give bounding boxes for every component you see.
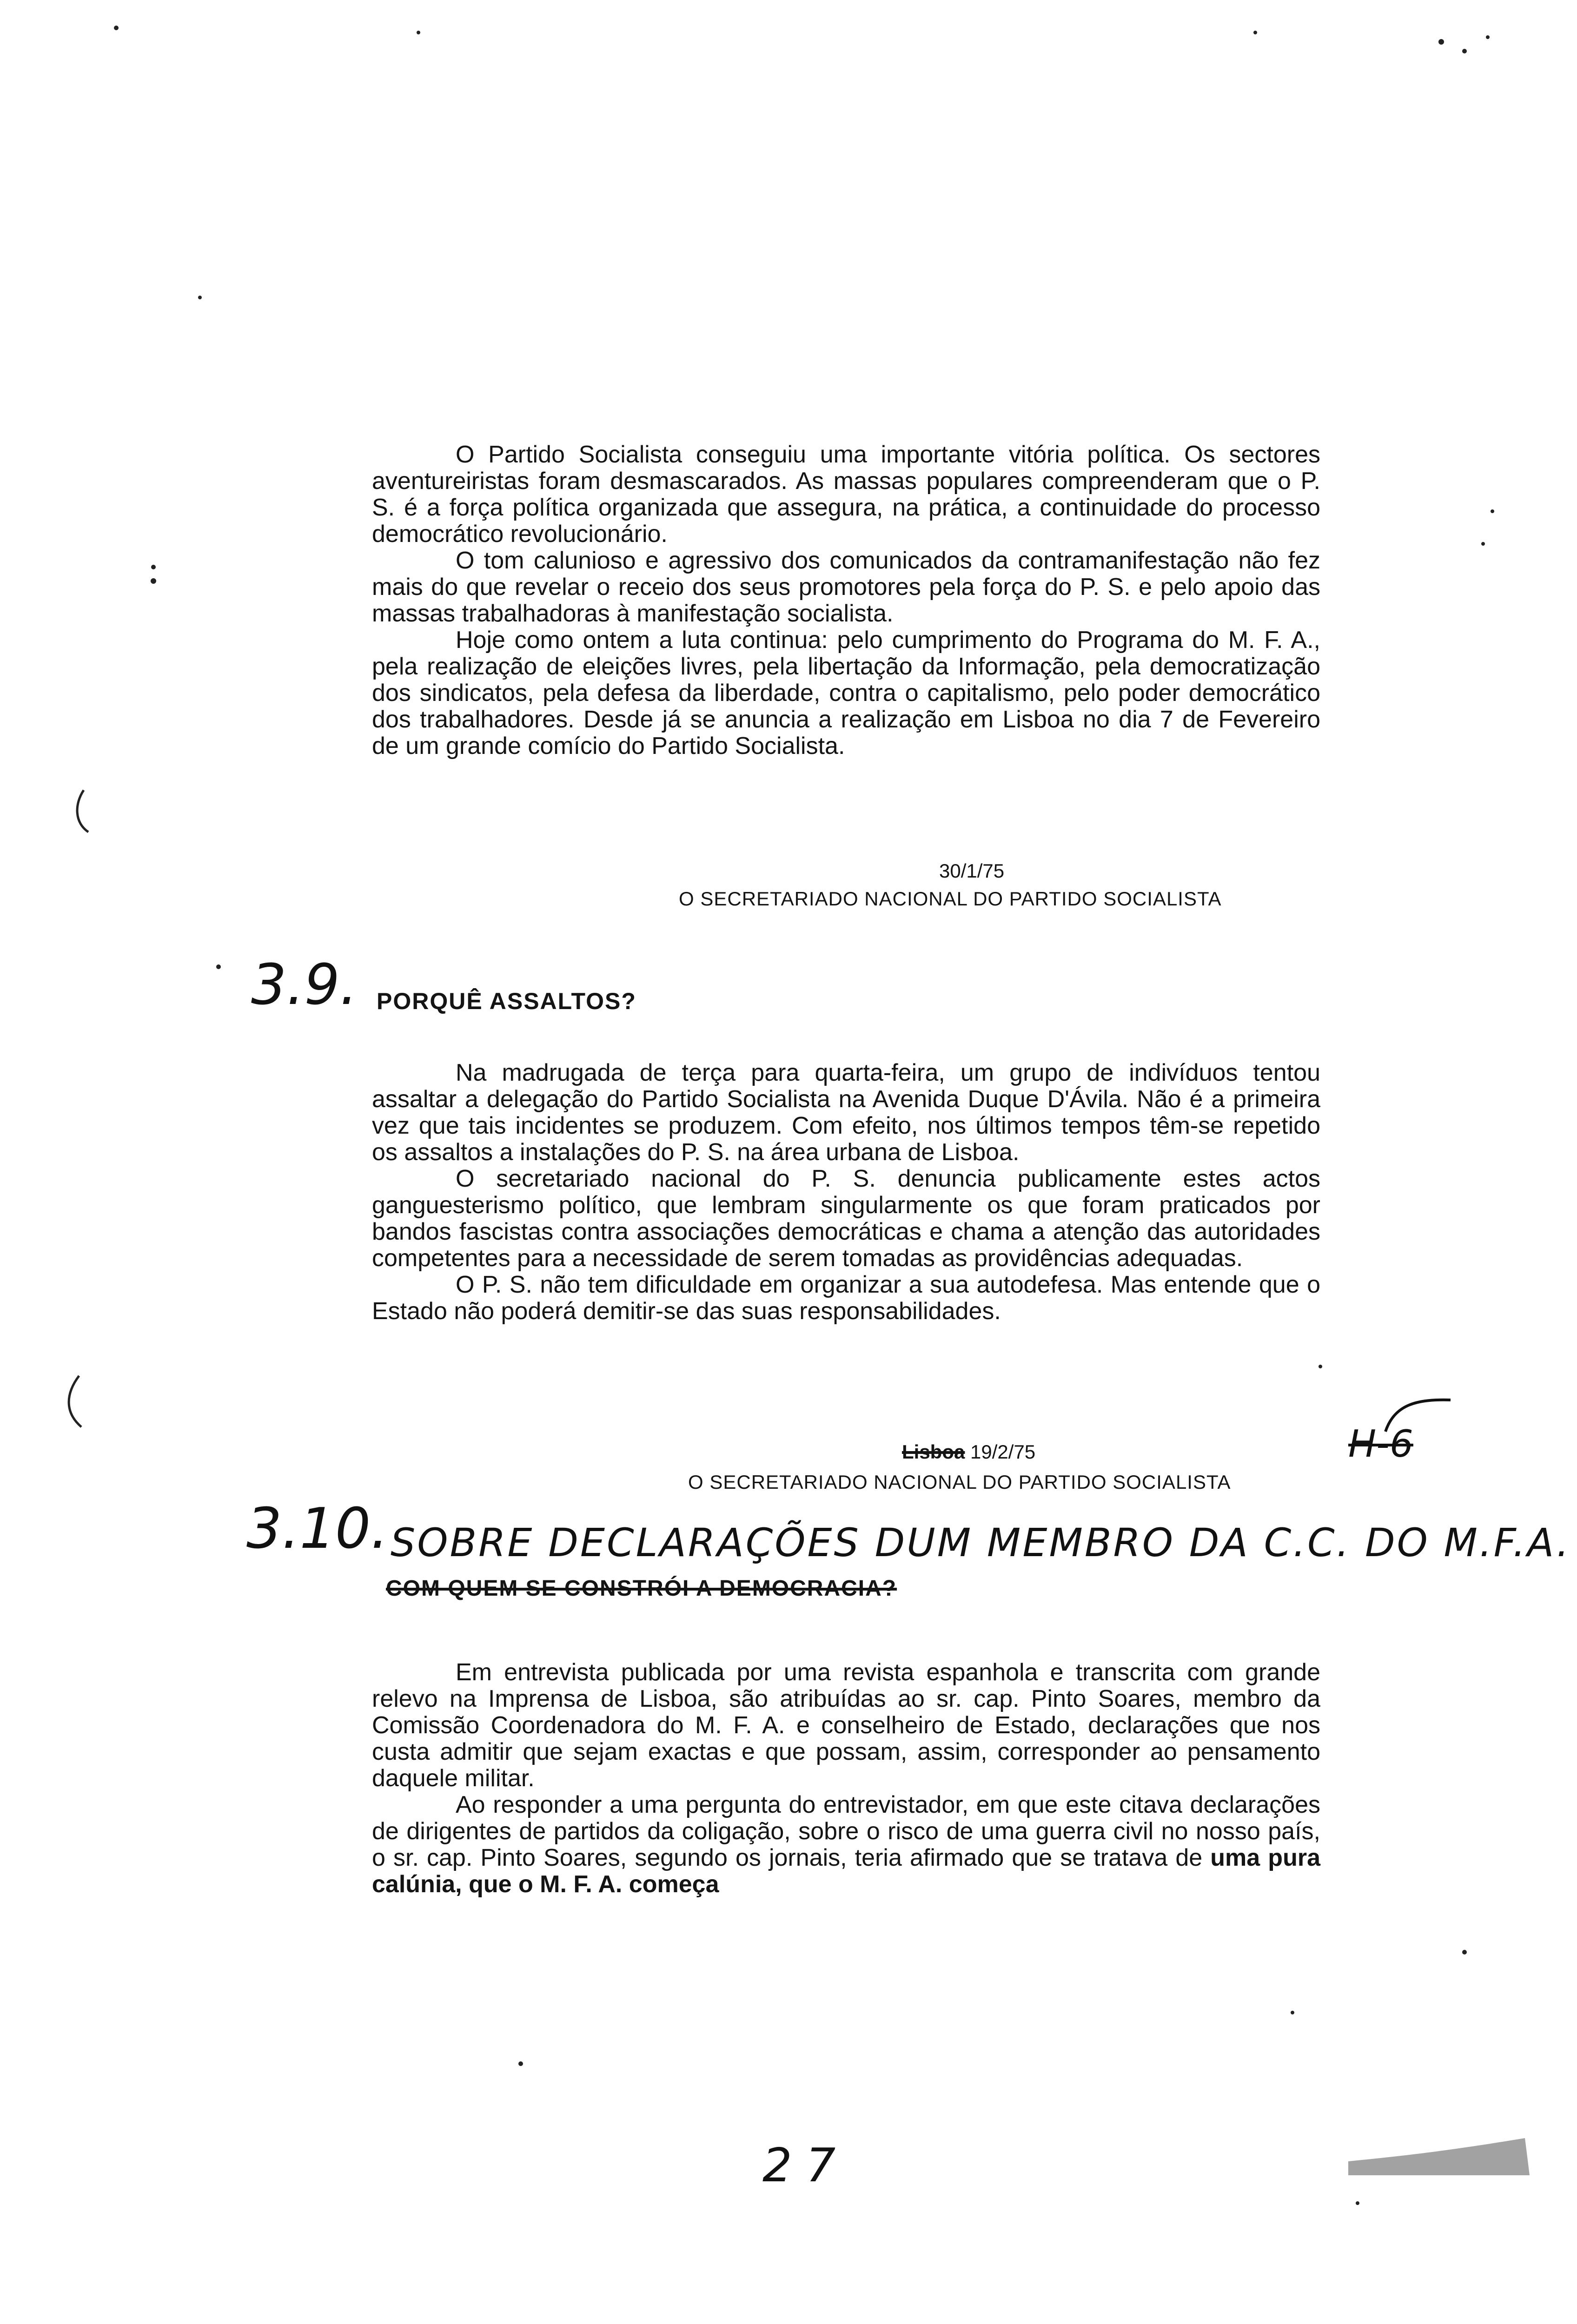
- heading-porque-assaltos: PORQUÊ ASSALTOS?: [377, 988, 636, 1014]
- section-number-3-10: 3.10.: [246, 1497, 389, 1561]
- section-number-3-9: 3.9.: [251, 953, 358, 1017]
- paragraph: O P. S. não tem dificuldade em organizar a sua autodefesa. Mas entende que o Estado não poderá demitir-se das suas responsabilidades.: [372, 1271, 1320, 1325]
- section-a-text: [372, 442, 1320, 759]
- paragraph: Em entrevista publicada por uma revista espanhola e transcrita com grande relevo na Imprensa de Lisboa, são atribuídas ao sr. cap. Pinto Soares, membro da Comissão Coordenadora do M. F. A. e conselheiro de Estado, declarações que nos custa admitir que sejam exactas e que possam, assim, corresponder ao pensamento daquele militar.: [372, 1659, 1320, 1792]
- paragraph: Ao responder a uma pergunta do entrevistador, em que este citava declarações de dirigentes de partidos da coligação, sobre o risco de uma guerra civil no nosso país, o sr. cap. Pinto Soares, segundo os jornais, teria afirmado que se tratava de uma pura calúnia, que o M. F. A. começa: [372, 1791, 1320, 1898]
- date-value: 19/2/75: [970, 1441, 1036, 1463]
- margin-note-stroke: [1376, 1394, 1469, 1450]
- paragraph: O Partido Socialista conseguiu uma importante vitória política. Os sectores aventureiristas foram desmascarados. As massas populares compreenderam que o P. S. é a força política organizada que assegura, na prática, a continuidade do processo democrático revolucionário.: [372, 441, 1320, 548]
- paragraph: O tom calunioso e agressivo dos comunicados da contramanifestação não fez mais do que revelar o receio dos seus promotores pela força do P. S. e pelo apoio das massas trabalhadoras à manifestação socialista.: [372, 547, 1320, 627]
- section-c-text: [372, 1659, 1320, 1898]
- signature-a: O SECRETARIADO NACIONAL DO PARTIDO SOCIALISTA: [679, 888, 1222, 910]
- signature-b: O SECRETARIADO NACIONAL DO PARTIDO SOCIALISTA: [688, 1471, 1231, 1493]
- date-b: [902, 1441, 1035, 1463]
- struck-heading: COM QUEM SE CONSTRÓI A DEMOCRACIA?: [386, 1576, 897, 1601]
- paragraph: O secretariado nacional do P. S. denuncia publicamente estes actos ganguesterismo político, que lembram singularmente os que foram praticados por bandos fascistas contra associações democráticas e chama a atenção das autoridades competentes para a necessidade de serem tomadas as providências adequadas.: [372, 1165, 1320, 1272]
- struck-place: Lisboa: [902, 1441, 965, 1463]
- margin-note: H-6: [1348, 1422, 1413, 1466]
- handwritten-title: SOBRE DECLARAÇÕES DUM MEMBRO DA C.C. DO M.F.A.: [391, 1520, 1571, 1565]
- date-a: 30/1/75: [939, 860, 1005, 882]
- paragraph: Na madrugada de terça para quarta-feira, um grupo de indivíduos tentou assaltar a delegação do Partido Socialista na Avenida Duque D'Ávila. Não é a primeira vez que tais incidentes se produzem. Com efeito, nos últimos tempos têm-se repetido os assaltos a instalações do P. S. na área urbana de Lisboa.: [372, 1059, 1320, 1166]
- section-b-text: [372, 1060, 1320, 1325]
- paragraph: Hoje como ontem a luta continua: pelo cumprimento do Programa do M. F. A., pela realização de eleições livres, pela libertação da Informação, pela democratização dos sindicatos, pela defesa da liberdade, contra o capitalismo, pelo poder democrático dos trabalhadores. Desde já se anuncia a realização em Lisboa no dia 7 de Fevereiro de um grande comício do Partido Socialista.: [372, 627, 1320, 759]
- page-number: 27: [762, 2138, 850, 2192]
